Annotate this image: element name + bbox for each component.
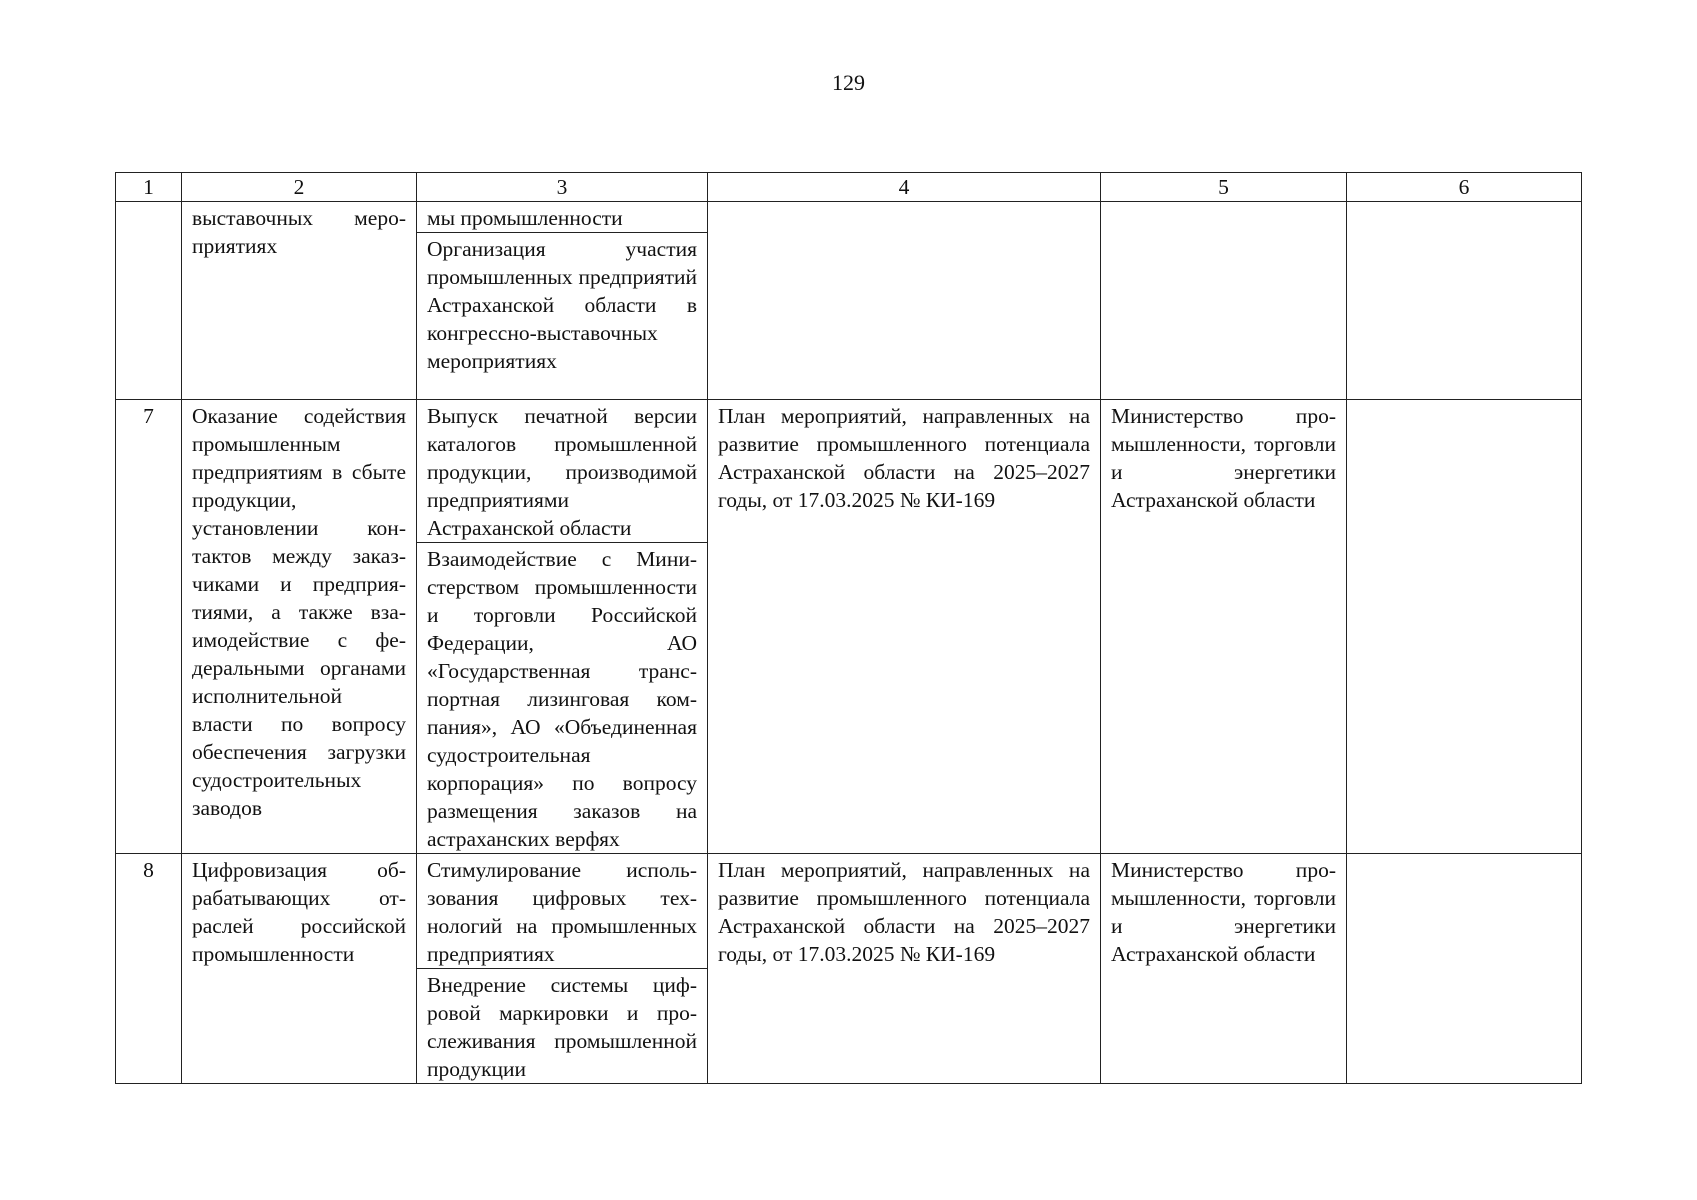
activities-cell (417, 202, 708, 400)
table-header-row (116, 173, 1582, 202)
document-cell (708, 202, 1101, 400)
column-header: 1 (116, 173, 182, 202)
activities-list (417, 854, 707, 1083)
task-cell: Оказание содействия промышленным предприятиям в сбыте продукции, установлении контактов между заказчиками и предприятиями, а также взаимодействие с федеральными органами исполнительной власти по вопросу обеспечения загрузки судостроительных заводов (182, 400, 417, 854)
activity-item: Внедрение системы цифровой маркировки и прослеживания промышленной продукции (417, 969, 707, 1084)
column-header: 6 (1347, 173, 1582, 202)
document-cell: План мероприятий, направленных на развитие промышленного потенциала Астраханской области на 2025–2027 годы, от 17.03.2025 № КИ-169 (708, 400, 1101, 854)
table-row (116, 854, 1582, 1084)
activities-list (417, 202, 707, 375)
activity-item: Взаимодействие с Министерством промышленности и торговли Российской Федерации, АО «Государственная транспортная лизинговая компания», АО «Объединенная судостроительная корпорация» по вопросу размещения заказов на астраханских верфях (417, 543, 707, 854)
page-number: 129 (832, 70, 865, 95)
responsible-cell (1101, 202, 1347, 400)
activities-cell (417, 400, 708, 854)
column-header: 4 (708, 173, 1101, 202)
table-row (116, 400, 1582, 854)
row-number: 8 (116, 854, 182, 1084)
task-cell: выставочных мероприятиях (182, 202, 417, 400)
document-cell: План мероприятий, направленных на развитие промышленного потенциала Астраханской области на 2025–2027 годы, от 17.03.2025 № КИ-169 (708, 854, 1101, 1084)
activity-item: Выпуск печатной версии каталогов промышленной продукции, производимой предприятиями Астраханской области (427, 404, 697, 540)
responsible-cell: Министерство промышленности, торговли и энергетики Астраханской области (1101, 854, 1347, 1084)
activity-item: Стимулирование использования цифровых технологий на промышленных предприятиях (427, 858, 697, 966)
column-header: 3 (417, 173, 708, 202)
activity-item: мы промышленности (427, 206, 623, 230)
col6-cell (1347, 854, 1582, 1084)
col6-cell (1347, 400, 1582, 854)
activities-list (417, 400, 707, 853)
col6-cell (1347, 202, 1582, 400)
activity-item: Организация участия промышленных предприятий Астраханской области в конгрессно-выставочных мероприятиях (417, 233, 707, 376)
activities-cell (417, 854, 708, 1084)
task-cell: Цифровизация обрабатывающих отраслей российской промышленности (182, 854, 417, 1084)
row-number: 7 (116, 400, 182, 854)
column-header: 2 (182, 173, 417, 202)
row-number (116, 202, 182, 400)
column-header: 5 (1101, 173, 1347, 202)
table-row (116, 202, 1582, 400)
plan-table (115, 172, 1582, 1084)
responsible-cell: Министерство промышленности, торговли и энергетики Астраханской области (1101, 400, 1347, 854)
